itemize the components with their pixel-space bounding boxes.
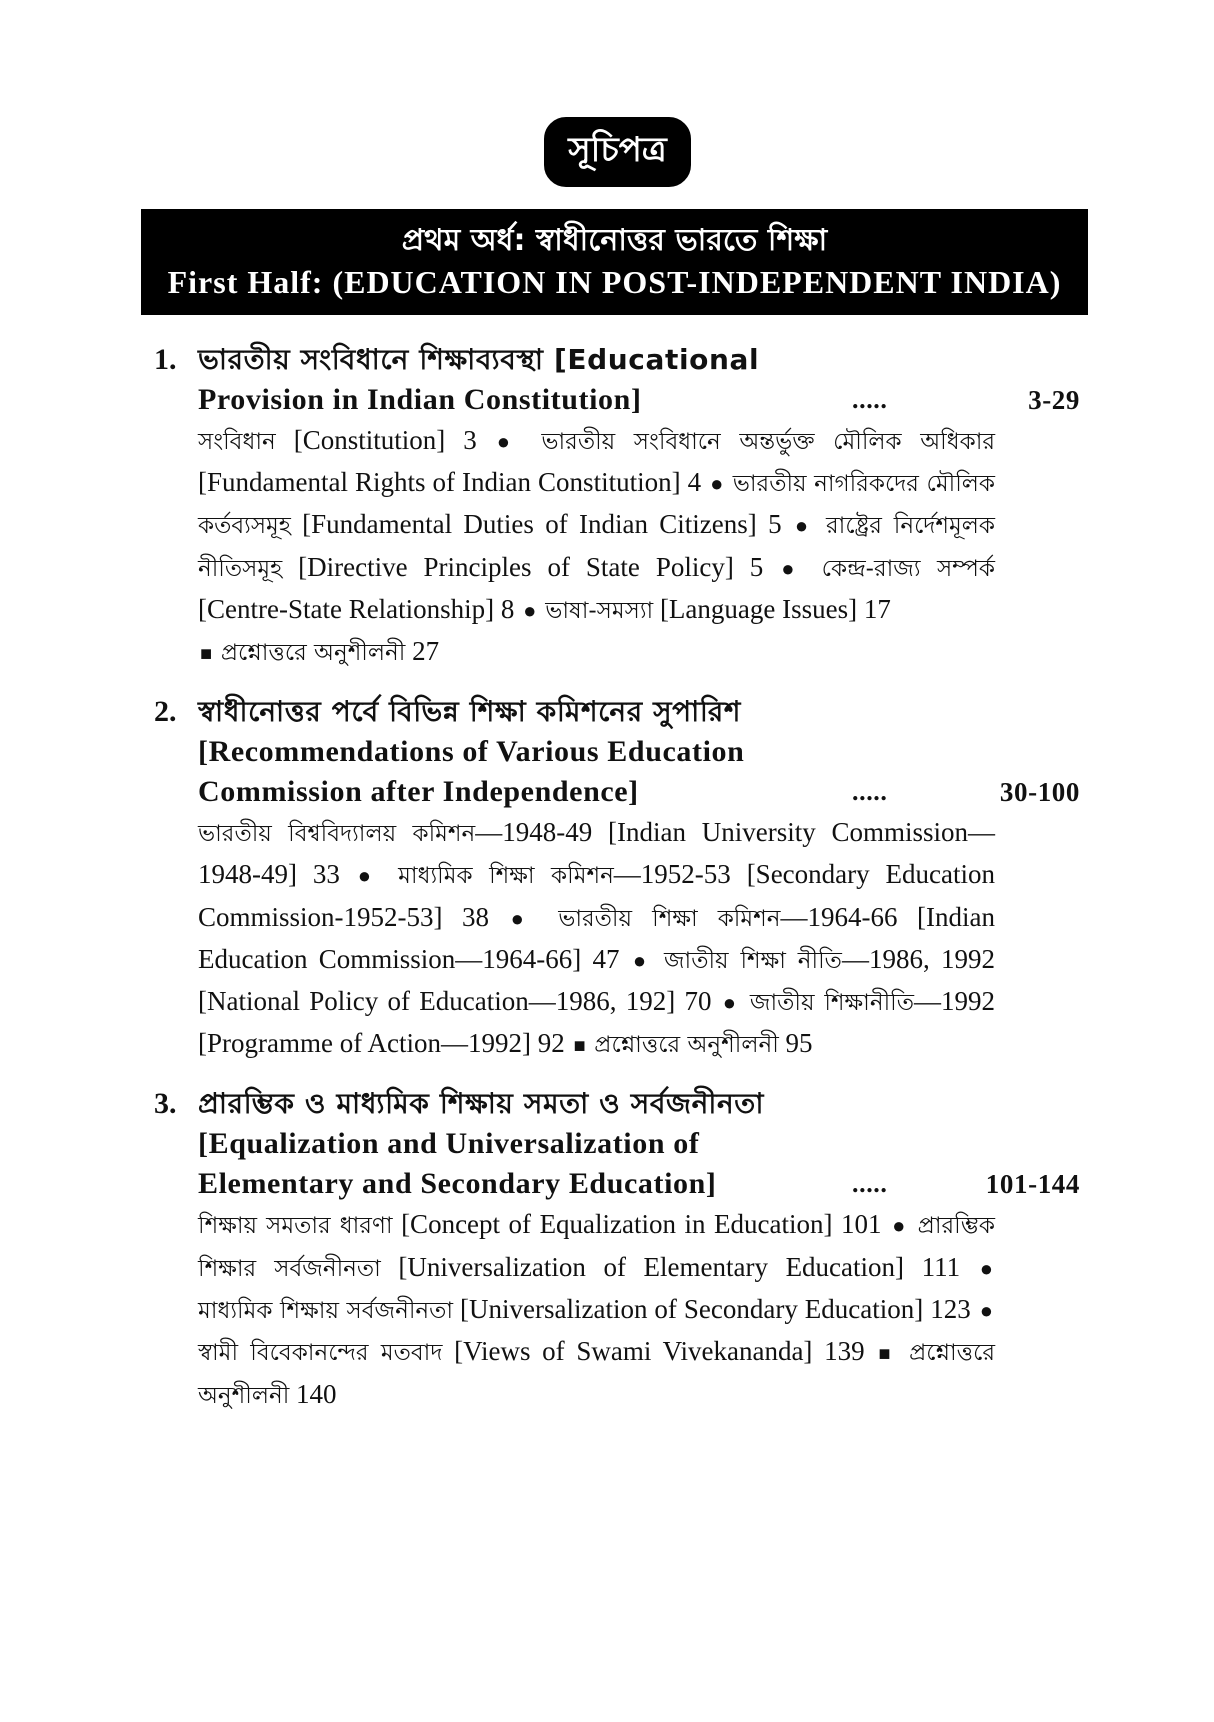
entry-title-line xyxy=(150,1164,1090,1204)
exercise-page: 27 xyxy=(405,636,440,667)
square-bullet-icon: ■ xyxy=(573,1035,586,1058)
subtopic-english: [Constitution] 3 xyxy=(275,425,495,455)
subtopic-english: —1986, 1992 [National Policy of Education—1986, 192] 70 xyxy=(198,943,995,1017)
entry-title xyxy=(150,340,1090,420)
bullet-icon: ● xyxy=(523,597,537,623)
exercise-page: 140 xyxy=(289,1379,337,1410)
entry-title-line xyxy=(150,380,1090,420)
bullet-icon: ● xyxy=(979,1297,993,1323)
subtopic-bengali: ভারতীয় নাগরিকদের মৌলিক কর্তব্যসমূহ xyxy=(198,471,996,540)
entry-title-line: স্বাধীনোত্তর পর্বে বিভিন্ন শিক্ষা কমিশনের সুপারিশ xyxy=(198,695,742,729)
entry-title-line: [Equalization and Universalization of xyxy=(198,1127,700,1161)
bullet-icon: ● xyxy=(722,990,739,1016)
bullet-icon: ● xyxy=(357,863,381,889)
square-bullet-icon: ■ xyxy=(878,1343,896,1366)
entry-title-text: Commission after Independence] xyxy=(198,775,639,809)
entry-title-line: [Recommendations of Various Education xyxy=(198,735,745,769)
leader-dots: ..... xyxy=(852,385,888,414)
subtopic-bengali: ভারতীয় সংবিধানে অন্তর্ভুক্ত মৌলিক অধিকার xyxy=(541,429,996,455)
entry-title-line xyxy=(150,772,1090,812)
subtopic-bengali: কেন্দ্র-রাজ্য সম্পর্ক xyxy=(821,555,995,582)
subtopic-bengali: প্রারম্ভিক শিক্ষার সর্বজনীনতা xyxy=(198,1213,996,1282)
square-bullet-icon: ■ xyxy=(200,643,213,666)
leader-dots: ..... xyxy=(852,777,888,807)
subtopic-bengali: সংবিধান xyxy=(198,429,276,455)
subtopic-bengali: ভাষা-সমস্যা xyxy=(545,597,654,624)
table-of-contents xyxy=(150,340,1090,1434)
subtopic-english: [Language Issues] 17 xyxy=(653,593,891,624)
entry-subtopics xyxy=(198,420,995,674)
entry-subtopics xyxy=(198,812,995,1066)
entry-subtopics xyxy=(198,1204,995,1416)
subtopic-english: [Fundamental Duties of Indian Citizens] 5 xyxy=(290,509,793,540)
entry-title-line: প্রারম্ভিক ও মাধ্যমিক শিক্ষায় সমতা ও সর্বজনীনতা xyxy=(198,1087,765,1121)
subtopic-english: —1952-53 [Secondary Education Commission-1952-53] 38 xyxy=(198,859,996,932)
exercise-bengali: প্রশ্নোত্তরে অনুশীলনী xyxy=(198,1340,996,1410)
subtopic-english: —1992 [Programme of Action—1992] 92 xyxy=(198,986,995,1059)
subtopic-bengali: মাধ্যমিক শিক্ষা কমিশন xyxy=(398,863,614,890)
page-range: 101-144 xyxy=(985,1169,1080,1200)
subtopic-english: [Concept of Equalization in Education] 101 xyxy=(392,1209,891,1240)
toc-entry-3 xyxy=(150,1084,1090,1416)
section-banner xyxy=(141,209,1088,315)
subtopic-bengali: মাধ্যমিক শিক্ষায় সর্বজনীনতা xyxy=(198,1297,454,1324)
bullet-icon: ● xyxy=(781,555,804,581)
bullet-icon: ● xyxy=(510,905,537,931)
exercise-bengali: প্রশ্নোত্তরে অনুশীলনী xyxy=(594,1032,779,1059)
entry-number: 1. xyxy=(154,343,177,376)
leader-dots: ..... xyxy=(852,1169,888,1199)
bullet-icon: ● xyxy=(632,947,651,973)
exercise-page: 95 xyxy=(778,1028,813,1059)
subtopic-bengali: জাতীয় শিক্ষা নীতি xyxy=(663,947,842,974)
subtopic-english: [Universalization of Secondary Education] 123 xyxy=(453,1293,978,1324)
subtopic-english: —1964-66 [Indian Education Commission—1964-66] 47 xyxy=(198,901,995,974)
subtopic-english: [Directive Principles of State Policy] 5 xyxy=(282,551,780,582)
exercise-bengali: প্রশ্নোত্তরে অনুশীলনী xyxy=(220,640,406,667)
toc-entry-2 xyxy=(150,692,1090,1066)
page-range: 3-29 xyxy=(1028,385,1080,415)
subtopic-bengali: ভারতীয় শিক্ষা কমিশন xyxy=(558,905,781,932)
banner-bengali-title: প্রথম অর্ধ: স্বাধীনোত্তর ভারতে শিক্ষা xyxy=(401,223,828,258)
subtopic-bengali: ভারতীয় বিশ্ববিদ্যালয় কমিশন xyxy=(198,821,476,848)
subtopic-bengali: রাষ্ট্রের নির্দেশমূলক নীতিসমূহ xyxy=(198,513,996,582)
subtopic-english: [Fundamental Rights of Indian Constitution] 4 xyxy=(198,467,709,498)
entry-number: 3. xyxy=(154,1087,177,1121)
subtopic-english: —1948-49 [Indian University Commission—1948-49] 33 xyxy=(198,817,995,890)
entry-title xyxy=(150,1084,1090,1204)
page-range: 30-100 xyxy=(999,777,1080,808)
bullet-icon: ● xyxy=(794,513,813,539)
bullet-icon: ● xyxy=(979,1255,993,1281)
entry-number: 2. xyxy=(154,695,177,729)
subtopic-bengali: স্বামী বিবেকানন্দের মতবাদ xyxy=(198,1340,443,1367)
entry-title-text: Elementary and Secondary Education] xyxy=(198,1167,717,1201)
subtopic-bengali: জাতীয় শিক্ষানীতি xyxy=(749,990,914,1017)
subtopic-bengali: শিক্ষায় সমতার ধারণা xyxy=(198,1213,393,1240)
entry-title-text: Provision in Indian Constitution] xyxy=(198,383,642,416)
entry-title-line: ভারতীয় সংবিধানে শিক্ষাব্যবস্থা [Educational xyxy=(198,343,760,376)
bullet-icon: ● xyxy=(892,1213,908,1239)
toc-entry-1 xyxy=(150,340,1090,674)
banner-english-title: First Half: (EDUCATION IN POST-INDEPENDENT INDIA) xyxy=(167,264,1062,300)
page-title: সূচিপত্র xyxy=(544,117,691,187)
subtopic-english: [Centre-State Relationship] 8 xyxy=(198,593,522,624)
subtopic-english: [Views of Swami Vivekananda] 139 xyxy=(442,1336,877,1367)
subtopic-english: [Universalization of Elementary Education] 111 xyxy=(380,1251,978,1282)
entry-title xyxy=(150,692,1090,812)
bullet-icon: ● xyxy=(710,471,724,497)
bullet-icon: ● xyxy=(496,429,522,454)
